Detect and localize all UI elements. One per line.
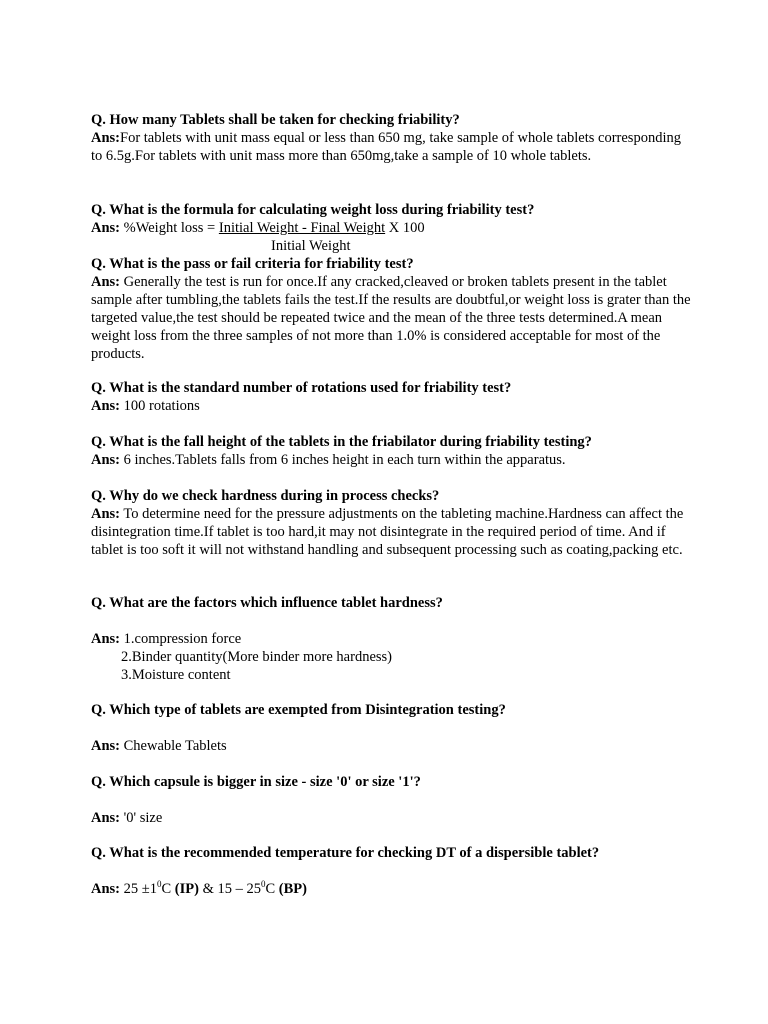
answer-label: Ans: [91, 398, 121, 414]
ip-label: (IP) [174, 881, 199, 897]
qa-block-hardness-checks [91, 487, 691, 559]
degree-superscript: 0 [156, 879, 162, 890]
temp-bp-range: & 15 – 25 [198, 881, 261, 897]
degree-superscript: 0 [260, 879, 266, 890]
formula-lead: %Weight loss = [120, 220, 219, 236]
answer-label: Ans: [91, 810, 121, 826]
answer-text [91, 397, 691, 415]
qa-block-pass-fail-criteria [91, 255, 691, 363]
answer-label: Ans: [91, 452, 121, 468]
answer-text [91, 129, 691, 165]
answer-body: 100 rotations [120, 398, 200, 414]
qa-block-hardness-factors [91, 594, 691, 684]
question-text: Q. What is the formula for calculating weight loss during friability test? [91, 202, 535, 218]
answer-text [91, 219, 691, 237]
bp-label: (BP) [278, 881, 307, 897]
answer-body: To determine need for the pressure adjustments on the tableting machine.Hardness can affect the disintegration time.If tablet is too hard,it may not disintegrate in the required period of time. And if tablet is too soft it will not withstand handling and subsequent processing such as coating,packing etc. [91, 506, 684, 558]
answer-body: '0' size [120, 810, 163, 826]
answer-list-item: 2.Binder quantity(More binder more hardness) [121, 649, 392, 665]
answer-label: Ans: [91, 130, 121, 146]
qa-block-fall-height [91, 433, 691, 469]
answer-body: 6 inches.Tablets falls from 6 inches height in each turn within the apparatus. [120, 452, 566, 468]
answer-text [91, 273, 691, 363]
question-text: Q. Why do we check hardness during in process checks? [91, 488, 440, 504]
qa-block-dt-temperature [91, 844, 691, 898]
question-text: Q. What is the standard number of rotations used for friability test? [91, 380, 512, 396]
answer-text [91, 809, 691, 827]
qa-block-friability-tablets [91, 111, 691, 165]
question-text: Q. What is the pass or fail criteria for friability test? [91, 256, 414, 272]
formula-denominator: Initial Weight [271, 238, 351, 254]
temp-ip-value: 25 ±1 [120, 881, 157, 897]
temp-unit: C [265, 881, 279, 897]
qa-block-capsule-size [91, 773, 691, 827]
answer-body: For tablets with unit mass equal or less than 650 mg, take sample of whole tablets corresponding to 6.5g.For tablets with unit mass more than 650mg,take a sample of 10 whole tablets. [91, 130, 681, 164]
temp-unit: C [161, 881, 175, 897]
answer-label: Ans: [91, 738, 121, 754]
question-text: Q. What is the recommended temperature for checking DT of a dispersible tablet? [91, 845, 600, 861]
answer-label: Ans: [91, 274, 121, 290]
answer-text [91, 880, 691, 898]
answer-label: Ans: [91, 631, 121, 647]
qa-block-dt-exempt [91, 701, 691, 755]
answer-text [91, 630, 691, 648]
qa-block-weight-loss-formula [91, 201, 691, 255]
formula-multiplier: X 100 [385, 220, 425, 236]
answer-body: Chewable Tablets [120, 738, 227, 754]
question-text: Q. Which capsule is bigger in size - size '0' or size '1'? [91, 774, 421, 790]
formula-numerator: Initial Weight - Final Weight [218, 220, 386, 236]
question-text: Q. How many Tablets shall be taken for checking friability? [91, 112, 460, 128]
question-text: Q. Which type of tablets are exempted from Disintegration testing? [91, 702, 506, 718]
answer-list-item: 3.Moisture content [121, 667, 231, 683]
question-text: Q. What is the fall height of the tablets in the friabilator during friability testing? [91, 434, 592, 450]
answer-label: Ans: [91, 881, 121, 897]
answer-body: Generally the test is run for once.If any cracked,cleaved or broken tablets present in the tablet sample after tumbling,the tablets fails the test.If the results are doubtful,or weight loss is grater than the targeted value,the test should be repeated twice and the mean of the three tests determined.A mean weight loss from the three samples of not more than 1.0% is considered acceptable for most of the products. [91, 274, 691, 362]
question-text: Q. What are the factors which influence tablet hardness? [91, 595, 443, 611]
answer-label: Ans: [91, 506, 121, 522]
answer-text [91, 451, 691, 469]
answer-list-item: 1.compression force [123, 631, 242, 647]
qa-block-rotations [91, 379, 691, 415]
answer-text [91, 737, 691, 755]
answer-text [91, 505, 691, 559]
answer-label: Ans: [91, 220, 121, 236]
